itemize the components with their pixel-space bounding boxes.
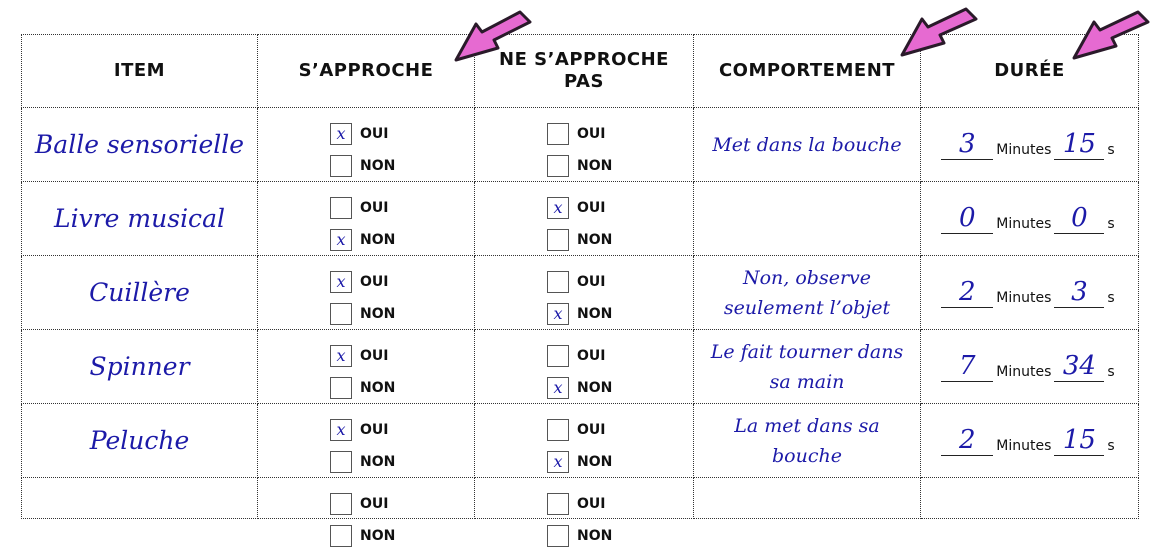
approche-checkboxes [330,118,395,182]
checkbox[interactable] [547,271,569,293]
ne-approche-cell [475,182,694,256]
comportement-line: La met dans sa [734,414,880,437]
item-name: Balle sensorielle [34,130,245,159]
check-mark: x [336,230,346,249]
non-label: NON [360,528,396,544]
oui-label: OUI [360,274,389,290]
ne-approche-cell [475,108,694,182]
minutes-field[interactable]: 7 [941,351,993,382]
item-cell [22,478,258,519]
checkbox[interactable] [547,197,569,219]
item-name: Peluche [89,426,190,455]
seconds-label: s [1107,142,1115,158]
oui-label: OUI [360,496,389,512]
checkbox[interactable] [547,345,569,367]
duree-cell [921,108,1139,182]
duree-cell [921,478,1139,519]
seconds-field[interactable]: 15 [1054,425,1104,456]
seconds-label: s [1107,364,1115,380]
checkbox[interactable] [330,271,352,293]
check-mark: x [553,198,563,217]
duree-cell [921,182,1139,256]
non-label: NON [577,380,613,396]
checkbox[interactable] [547,493,569,515]
oui-label: OUI [360,200,389,216]
duree-cell [921,404,1139,478]
oui-label: OUI [360,422,389,438]
check-mark: x [336,124,346,143]
checkbox[interactable] [330,155,352,177]
header-duree: DURÉE [921,35,1139,108]
non-label: NON [577,232,613,248]
approche-checkboxes [330,266,395,330]
table-row [22,108,1139,182]
checkbox[interactable] [547,525,569,547]
minutes-field[interactable]: 2 [941,277,993,308]
non-label: NON [360,380,396,396]
approche-checkboxes [330,192,395,256]
ne-approche-cell [475,256,694,330]
pink-arrow-icon [448,10,533,68]
comportement-cell [694,404,921,478]
minutes-field[interactable]: 3 [941,129,993,160]
comportement-cell [694,256,921,330]
checkbox[interactable] [547,377,569,399]
non-label: NON [360,306,396,322]
ne-approche-checkboxes [547,192,612,256]
checkbox[interactable] [330,525,352,547]
item-cell [22,330,258,404]
checkbox[interactable] [330,345,352,367]
header-item: ITEM [22,35,258,108]
seconds-label: s [1107,216,1115,232]
approche-checkboxes [330,340,395,404]
ne-approche-cell [475,478,694,544]
comportement-line: Met dans la bouche [712,133,902,156]
minutes-label: Minutes [996,216,1052,232]
approche-checkboxes [330,414,395,478]
minutes-label: Minutes [996,438,1052,454]
approche-cell [258,404,475,478]
approche-cell [258,182,475,256]
minutes-label: Minutes [996,142,1052,158]
oui-label: OUI [577,496,606,512]
seconds-field[interactable]: 3 [1054,277,1104,308]
comportement-line: seulement l’objet [723,296,891,319]
approche-cell [258,256,475,330]
ne-approche-cell [475,330,694,404]
duree-cell [921,330,1139,404]
comportement-line: bouche [772,444,842,467]
header-comportement: COMPORTEMENT [694,35,921,108]
checkbox[interactable] [330,123,352,145]
checkbox[interactable] [330,419,352,441]
check-mark: x [553,378,563,397]
duree-cell [921,256,1139,330]
check-mark: x [336,420,346,439]
checkbox[interactable] [547,155,569,177]
comportement-cell [694,478,921,519]
oui-label: OUI [577,126,606,142]
ne-approche-checkboxes [547,340,612,404]
comportement-line: Non, observe [742,266,872,289]
approche-cell [258,478,475,544]
oui-label: OUI [577,422,606,438]
non-label: NON [360,232,396,248]
minutes-label: Minutes [996,364,1052,380]
seconds-label: s [1107,290,1115,306]
non-label: NON [577,454,613,470]
non-label: NON [577,158,613,174]
seconds-field[interactable]: 34 [1054,351,1104,382]
oui-label: OUI [360,348,389,364]
ne-approche-checkboxes [547,414,612,478]
seconds-field[interactable]: 0 [1054,203,1104,234]
checkbox[interactable] [330,197,352,219]
seconds-label: s [1107,438,1115,454]
minutes-label: Minutes [996,290,1052,306]
header-ne-approche: NE S’APPROCHE PAS [475,35,694,108]
table-row [22,182,1139,256]
checkbox[interactable] [330,377,352,399]
checkbox[interactable] [547,123,569,145]
non-label: NON [577,306,613,322]
table-row [22,330,1139,404]
item-name: Spinner [89,352,190,381]
checkbox[interactable] [330,229,352,251]
checkbox[interactable] [330,451,352,473]
ne-approche-checkboxes [547,266,612,330]
checkbox[interactable] [547,451,569,473]
approche-cell [258,108,475,182]
checkbox[interactable] [547,229,569,251]
non-label: NON [360,158,396,174]
checkbox[interactable] [547,303,569,325]
check-mark: x [553,452,563,471]
pink-arrow-icon [896,5,981,63]
item-cell [22,182,258,256]
check-mark: x [336,346,346,365]
item-cell [22,108,258,182]
table-row [22,256,1139,330]
ne-approche-cell [475,404,694,478]
comportement-cell [694,182,921,256]
checkbox[interactable] [330,303,352,325]
ne-approche-checkboxes [547,488,612,552]
non-label: NON [360,454,396,470]
table-row [22,478,1139,519]
minutes-field[interactable]: 0 [941,203,993,234]
ne-approche-checkboxes [547,118,612,182]
table-row [22,404,1139,478]
oui-label: OUI [577,348,606,364]
approche-cell [258,330,475,404]
checkbox[interactable] [547,419,569,441]
checkbox[interactable] [330,493,352,515]
observation-table [21,34,1139,544]
minutes-field[interactable]: 2 [941,425,993,456]
header-approche: S’APPROCHE [258,35,475,108]
item-name: Cuillère [89,278,190,307]
item-cell [22,404,258,478]
pink-arrow-icon [1068,8,1152,66]
oui-label: OUI [577,200,606,216]
approche-checkboxes [330,488,395,552]
comportement-line: sa main [769,370,845,393]
comportement-cell [694,108,921,182]
oui-label: OUI [577,274,606,290]
comportement-line: Le fait tourner dans [710,340,904,363]
seconds-field[interactable]: 15 [1054,129,1104,160]
oui-label: OUI [360,126,389,142]
check-mark: x [336,272,346,291]
check-mark: x [553,304,563,323]
item-cell [22,256,258,330]
comportement-cell [694,330,921,404]
item-name: Livre musical [54,204,225,233]
non-label: NON [577,528,613,544]
